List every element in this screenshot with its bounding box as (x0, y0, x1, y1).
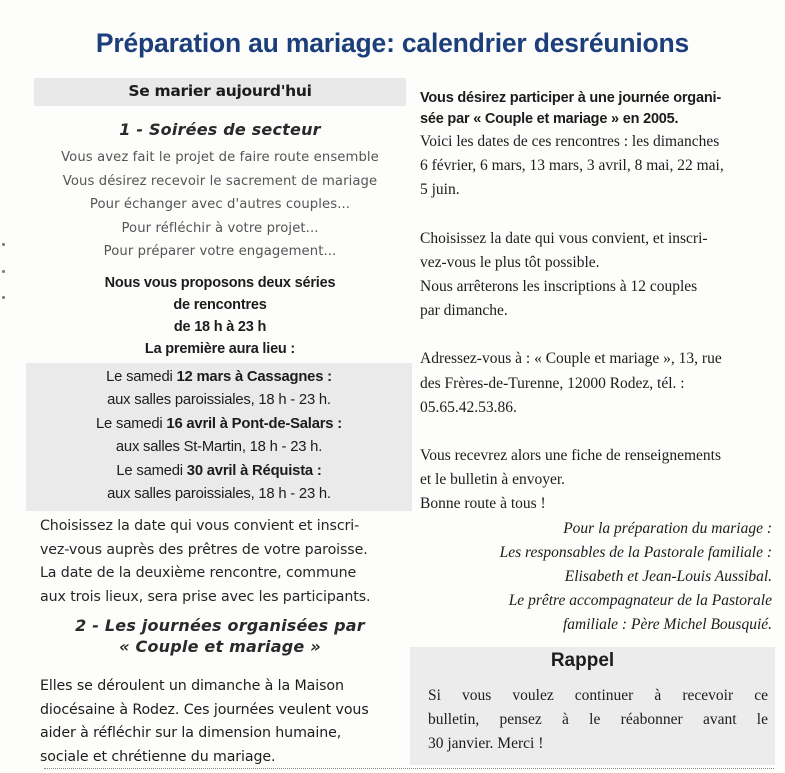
text-line: sée par « Couple et mariage » en 2005. (420, 111, 679, 127)
signature-line: Le prêtre accompagnateur de la Pastorale (508, 592, 772, 610)
date-line: Le samedi 16 avril à Pont-de-Salars : (96, 415, 342, 432)
proposal-line: de rencontres (173, 296, 267, 313)
date-line: Le samedi 12 mars à Cassagnes : (106, 368, 332, 385)
section-2-title-line: 2 - Les journées organisées par (75, 616, 365, 636)
text-line: Vous recevrez alors une fiche de renseignements (420, 447, 721, 465)
text-line: des Frères-de-Turenne, 12000 Rodez, tél. : (420, 374, 685, 392)
signature-line: Elisabeth et Jean-Louis Aussibal. (564, 568, 772, 586)
text-line: vez-vous auprès des prêtres de votre paroisse. (40, 541, 368, 558)
rappel-title: Rappel (550, 650, 615, 671)
proposal-line: Nous vous proposons deux séries (104, 274, 336, 291)
section-subheading: Se marier aujourd'hui (34, 78, 406, 106)
proposal-text (40, 272, 400, 360)
text-line: Si vous voulez continuer à recevoir ce (428, 687, 768, 704)
date-line: Le samedi 30 avril à Réquista : (116, 462, 322, 479)
page-title: Préparation au mariage: calendrier desréunions (95, 28, 690, 58)
dates-box (26, 363, 412, 512)
dates-paragraph (420, 130, 772, 203)
intro-line: Vous désirez recevoir le sacrement de mariage (62, 173, 378, 189)
intro-line: Vous avez fait le projet de faire route ensemble (61, 150, 379, 165)
text-line: 6 février, 6 mars, 13 mars, 3 avril, 8 mai, 22 mai, (420, 157, 724, 175)
text-line: 05.65.42.53.86. (420, 398, 517, 416)
text-line: aider à réfléchir sur la dimension humaine, (40, 725, 342, 742)
text-line: et le bulletin à envoyer. (420, 471, 566, 489)
bottom-divider (44, 768, 774, 769)
text-line: La date de la deuxième rencontre, commune (40, 565, 357, 582)
text-line: Choisissez la date qui vous convient et inscri- (40, 518, 360, 535)
section-2-title-line: « Couple et mariage » (119, 637, 321, 657)
text-line: Elles se déroulent un dimanche à la Maison (40, 678, 344, 695)
text-line: Choisissez la date qui vous convient, et inscri- (420, 229, 708, 247)
text-line: bulletin, pensez à le réabonner avant le (428, 711, 768, 728)
scan-mark (2, 270, 5, 273)
proposal-line: de 18 h à 23 h (173, 318, 267, 335)
journee-paragraph (40, 675, 400, 769)
date-place: aux salles St-Martin, 18 h - 23 h. (115, 439, 323, 456)
text-line: 30 janvier. Merci ! (428, 735, 544, 752)
text-line: 5 juin. (420, 181, 460, 199)
text-line: Nous arrêterons les inscriptions à 12 couples (420, 278, 698, 296)
text-line: diocésaine à Rodez. Ces journées veulent vous (40, 701, 369, 718)
receive-paragraph (420, 444, 772, 517)
section-1-title: 1 - Soirées de secteur (119, 120, 321, 139)
signature-line: Pour la préparation du mariage : (563, 519, 772, 537)
right-column (420, 88, 772, 638)
text-line: aux trois lieux, sera prise avec les participants. (40, 588, 371, 605)
text-line: Bonne route à tous ! (420, 495, 546, 513)
intro-line: Pour réfléchir à votre projet... (121, 220, 319, 236)
text-line: vez-vous le plus tôt possible. (420, 253, 600, 271)
intro-text (40, 146, 400, 264)
text-line: Vous désirez participer à une journée organi- (420, 90, 721, 106)
right-heading (420, 88, 772, 130)
signature-block (420, 517, 772, 638)
scan-mark (2, 296, 5, 299)
intro-line: Pour préparer votre engagement... (103, 244, 337, 259)
scan-mark (2, 243, 5, 246)
signature-line: familiale : Père Michel Bousquié. (562, 616, 772, 634)
proposal-line: La première aura lieu : (144, 340, 296, 357)
text-line: par dimanche. (420, 302, 508, 320)
date-place: aux salles paroissiales, 18 h - 23 h. (107, 486, 331, 503)
text-line: sociale et chrétienne du mariage. (40, 748, 276, 765)
rappel-text (428, 684, 768, 756)
date-place: aux salles paroissiales, 18 h - 23 h. (107, 392, 331, 409)
text-line: Adressez-vous à : « Couple et mariage », 13, rue (420, 350, 722, 368)
text-line: Voici les dates de ces rencontres : les dimanches (420, 133, 720, 150)
signature-line: Les responsables de la Pastorale familiale : (499, 543, 772, 561)
register-paragraph (420, 227, 772, 324)
intro-line: Pour échanger avec d'autres couples... (89, 197, 351, 212)
address-paragraph (420, 347, 772, 420)
choose-paragraph (40, 515, 400, 609)
